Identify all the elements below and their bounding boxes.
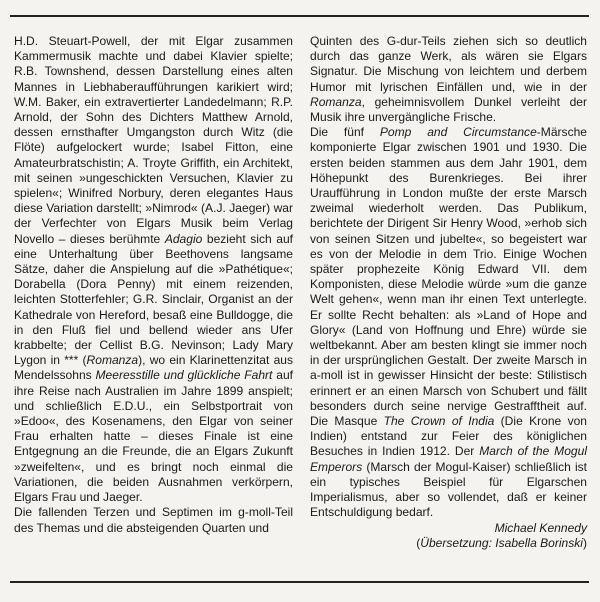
italic-title: Adagio [164,231,203,246]
text-run: (Marsch der Mogul-Kaiser) schließlich ist ein typisches Beispiel für Elgarschen Imperialismus, aber so vollendet, daß er keiner Entschuldigung bedarf. [310,459,587,520]
italic-title: The Crown of India [383,414,495,429]
right-paragraph-2 [310,125,587,520]
text-run: Die fünf [310,125,380,140]
left-paragraph-2: Die fallenden Terzen und Septimen im g-moll-Teil des Themas und die absteigenden Quarten und [14,505,293,535]
left-paragraph-1 [14,34,293,505]
top-rule [10,15,589,17]
italic-title: Meeresstille und glückliche Fahrt [95,368,273,383]
text-run: , geheimnisvollem Dunkel verleiht der Musik ihre unvergängliche Frische. [310,94,587,125]
text-run: bezieht sich auf eine Unterhaltung über Beethovens langsame Sätze, daher die Anspielung auf die »Pathétique«; Dorabella (Dora Penny) mit einem reizenden, leichten Stotterfehler; G.R. Sinclair, Organist an der Kathedrale von Hereford, besaß eine Bulldogge, die in den Fluß fiel und bellend wieder ans Ufer krabbelte; der Cellist B.G. Nevinson; Lady Mary Lygon in *** ( [14,231,294,368]
text-run: Quinten des G-dur-Teils ziehen sich so deutlich durch das ganze Werk, als wären sie Elgars Signatur. Die Mischung von leichtem und derbem Humor mit lyrischen Einfällen und, wie in der [310,34,587,94]
right-column [310,34,587,551]
translation-credit [310,536,587,551]
italic-title: Pomp and Circumstance [379,125,537,140]
text-run: ), wo ein Klarinettenzitat aus Mendelssohns [14,353,293,383]
paren-close: ) [582,535,587,550]
translator-name: Übersetzung: Isabella Borinski [420,535,583,550]
author-credit: Michael Kennedy [494,520,587,535]
right-paragraph-1 [310,34,587,125]
text-run: auf ihre Reise nach Australien im Jahre 1899 anspielt; und schließlich E.D.U., ein Selbstportrait von »Edoo«, des Kosenamens, den Elgar von seiner Frau erhalten hatte – dieses Finale ist eine Entgegnung an die Freunde, die an Elgars Zukunft »zweifelten«, und es bringt noch einmal die Variationen, die beiden Ausnahmen verkörpern, Elgars Frau und Jaeger. [14,368,293,505]
italic-title: Romanza [310,94,362,109]
text-run: H.D. Steuart-Powell, der mit Elgar zusammen Kammermusik machte und dabei Klavier spielte; R.B. Townshend, dessen Darstellung eines alten Mannes in Liebhaberaufführungen karikiert wird; W.M. Baker, ein extravertierter Landedelmann; R.P. Arnold, der Sohn des Dichters Matthew Arnold, dessen ernsthafter Umgangston durch Witz (die Flöte) aufgelockert wurde; Isabel Fitton, eine Amateurbratschistin; A. Troyte Griffith, ein Architekt, mit seinen »ungeschickten Versuchen, Klavier zu spielen«; Winifred Norbury, deren elegantes Haus diese Variation darstellt; »Nimrod« (A.J. Jaeger) war der Verfechter von Elgars Musik beim Verlag Novello – dieses berühmte [14,34,293,246]
paren-open: ( [416,535,421,550]
text-run: (Die Krone von Indien) entstand zur Feier des königlichen Besuches in Indien 1912. Der [310,414,587,459]
italic-title: March of the Mogul Emperors [310,444,587,474]
italic-title: Romanza [86,353,139,368]
text-run: -Märsche komponierte Elgar zwischen 1901 und 1930. Die ersten beiden stammen aus dem Jahr 1901, dem Höhepunkt des Burenkrieges. Bei ihrer Uraufführung in London mußte der erste Marsch zweimal wiederholt werden. Das Publikum, berichtete der Dirigent Sir Henry Wood, »erhob sich von seinen Sitzen und jubelte«, so begeistert war es von der Melodie in dem Trio. Einige Wochen später prophezeite König Edward VII. dem Komponisten, diese Melodie würde »um die ganze Welt gehen«, wenn man ihr einen Text unterlegte. Er sollte Recht behalten: als »Land of Hope and Glory« (Land von Hoffnung und Ehre) würde sie weltbekannt. Aber am besten klingt sie immer noch in der ursprünglichen Gestalt. Der zweite Marsch in a-moll ist in gewisser Hinsicht der beste: Stilistisch erinnert er an einen Marsch von Schubert und fällt besonders durch seine nervige Gestrafftheit auf. Die Masque [310,125,587,429]
bottom-rule [10,581,589,583]
left-column [14,34,293,536]
